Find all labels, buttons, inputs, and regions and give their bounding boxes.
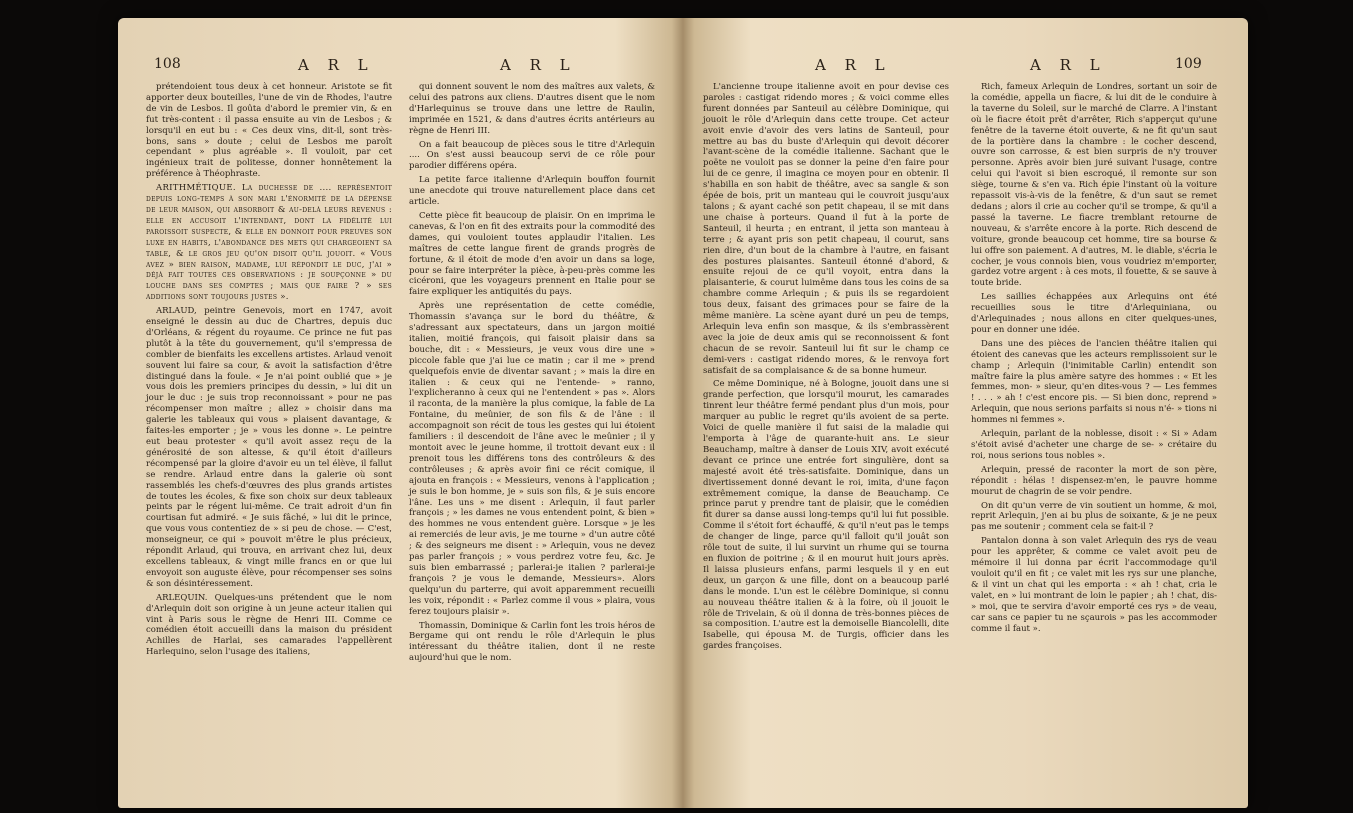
paragraph: Arlequin, pressé de raconter la mort de son père, répondit : hélas ! dispensez-m'en, le pauvre homme mourut de chagrin de se voir pendre. (971, 464, 1217, 497)
paragraph: L'ancienne troupe italienne avoit en pour devise ces paroles : castigat ridendo mores ; & voici comme elles furent données par Santeuil au célèbre Dominique, qui jouoit le rôle d'Arlequin dans cette troupe. Cet acteur avoit envie d'avoir des vers latins de Santeuil, pour mettre au bas du buste d'Arlequin qui devoit décorer l'avant-scène de la comédie italienne. Sachant que le poëte ne vouloit pas se donner la peine d'en faire pour lui de ce genre, il imagina ce moyen pour en obtenir. Il s'habilla en son habit de théâtre, avec sa sangle & son épée de bois, prit un manteau qui le couvroit jusqu'aux talons ; & ayant caché son petit chapeau, il se mit dans une chaise à porteurs. Quand il fut à la porte de Santeuil, il heurta ; en entrant, il jetta son manteau à terre ; & ayant pris son petit chapeau, il courut, sans rien dire, d'un bout de la chambre à l'autre, en faisant des postures plaisantes. Santeuil étonné d'abord, & ensuite rejoui de ce qu'il voyoit, entra dans la plaisanterie, & courut luimême dans tous les coins de sa chambre comme Arlequin ; & puis ils se regardoient tous deux, faisant des grimaces pour se faire de la même manière. La scène ayant duré un peu de temps, Arlequin leva enfin son masque, & ils s'embrassèrent avec la joie de deux amis qui se reconnoissent & font chacun de se revoir. Santeuil lui fit sur le champ ce demi-vers : castigat ridendo mores, & le renvoya fort satisfait de sa complaisance & de sa bonne humeur. (703, 82, 949, 376)
paragraph: Dans une des pièces de l'ancien théâtre italien qui étoient des canevas que les acteurs remplissoient sur le champ ; Arlequin (l'inimitable Carlin) entendit son maître faire la plus amère satyre des hommes : « Et les femmes, mon- » sieur, qu'en dites-vous ? — Les femmes ! . . . » ah ! c'est encore pis. — Si bien donc, reprend » Arlequin, que nous serions parfaits si nous n'é- » tions ni hommes ni femmes ». (971, 338, 1217, 426)
right-page (685, 18, 1248, 808)
paragraph: Arlequin, parlant de la noblesse, disoit : « Si » Adam s'étoit avisé d'acheter une charge de se- » crétaire du roi, nous serions tous nobles ». (971, 429, 1217, 461)
paragraph: La petite farce italienne d'Arlequin bouffon fournit une anecdote qui trouve naturellement place dans cet article. (409, 175, 655, 208)
running-head: A R L (815, 56, 892, 74)
left-page (118, 18, 681, 808)
paragraph: Les saillies échappées aux Arlequins ont été recueillies sous le titre d'Arlequiniana, ou d'Arlequinades ; nous allons en citer quelques-unes, pour en donner une idée. (971, 292, 1217, 335)
paragraph: qui donnent souvent le nom des maîtres aux valets, & celui des patrons aux cliens. D'autres disent que le nom d'Harlequinus se trouve dans une lettre de Raulin, imprimée en 1521, & dans d'autres écrits antérieurs au règne de Henri III. (409, 82, 655, 136)
paragraph: Ce même Dominique, né à Bologne, jouoit dans une si grande perfection, que lorsqu'il mourut, les camarades tinrent leur théâtre fermé pendant plus d'un mois, pour marquer au public le regret qu'ils avoient de sa perte. Voici de quelle manière il fut saisi de la maladie qui l'emporta à l'âge de quarante-huit ans. Le sieur Beauchamp, maître à danser de Louis XIV, avoit exécuté devant ce prince une entrée fort singulière, dont sa majesté avoit été très-satisfaite. Dominique, dans un divertissement donné devant le roi, imita, d'une façon extrêmement comique, la danse de Beauchamp. Ce prince parut y prendre tant de plaisir, que le comédien fit durer sa danse aussi long-temps qu'il lui fut possible. Comme il s'étoit fort échauffé, & qu'il n'eut pas le temps de changer de linge, parce qu'il falloit qu'il jouât son rôle tout de suite, il lui survint un rhume qui se tourna en fluxion de poitrine ; & il en mourut huit jours après. Il laissa plusieurs enfans, parmi lesquels il y en eut deux, un garçon & une fille, dont on a beaucoup parlé dans le monde. L'un est le célèbre Dominique, si connu au nouveau théâtre italien & à la foire, où il jouoit le rôle de Trivelain, & où il donna de très-bonnes pièces de sa composition. L'autre est la demoiselle Biancolelli, dite Isabelle, qui épousa M. de Turgis, officier dans les gardes françoises. (703, 379, 949, 652)
running-head: A R L (1030, 56, 1107, 74)
paragraph: ARLEQUIN. Quelques-uns prétendent que le nom d'Arlequin doit son origine à un jeune acteur italien qui vint à Paris sous le règne de Henri III. Comme ce comédien étoit accueilli dans la maison du président Achilles de Harlai, ses camarades l'appellèrent Harlequino, selon l'usage des italiens, (146, 592, 392, 658)
running-head: A R L (298, 56, 375, 74)
text-column (703, 82, 949, 655)
text-column (409, 82, 655, 667)
text-column (971, 82, 1217, 637)
paragraph: Rich, fameux Arlequin de Londres, sortant un soir de la comédie, appella un fiacre, & lui dit de le conduire à la taverne du Soleil, sur le marché de Clarre. A l'instant où le fiacre étoit prêt d'arrêter, Rich s'apperçut qu'une fenêtre de la taverne étoit ouverte, & ne fit qu'un saut de la portière dans la chambre : le cocher descend, ouvre son carrosse, & est bien surpris de n'y trouver personne. Après avoir bien juré suivant l'usage, contre celui qui l'avoit si bien escroqué, il remonte sur son siège, tourne & s'en va. Rich épie l'instant où la voiture repassoit vis-à-vis de la fenêtre, & d'un saut se remet dedans ; alors il crie au cocher qu'il se trompe, & qu'il a passé la taverne. Le fiacre tremblant retourne de nouveau, & s'arrête encore à la porte. Rich descend de voiture, gronde beaucoup cet homme, tire sa bourse & lui offre son paiement. A d'autres, M. le diable, s'écria le cocher, je vous connois bien, vous voudriez m'emporter, gardez votre argent : à ces mots, il fouette, & se sauve à toute bride. (971, 82, 1217, 289)
text-column (146, 82, 392, 661)
paragraph: Pantalon donna à son valet Arlequin des rys de veau pour les apprêter, & comme ce valet avoit peu de mémoire il lui donna par écrit l'accommodage qu'il vouloit qu'il en fit ; ce valet mit les rys sur une planche, & il vint un chat qui les emporta : « ah ! chat, cria le valet, en » lui montrant de loin le papier ; ah ! chat, dis- » moi, que te servira d'avoir emporté ces rys » de veau, car sans ce papier tu ne sçaurois » pas les accommoder comme il faut ». (971, 536, 1217, 634)
page-number: 109 (1175, 56, 1202, 72)
book-spread (118, 18, 1248, 808)
paragraph: ARLAUD, peintre Genevois, mort en 1747, avoit enseigné le dessin au duc de Chartres, depuis duc d'Orléans, & régent du royaume. Ce prince ne fut pas plutôt à la tête du gouvernement, qu'il s'empressa de combler de bienfaits les excellens artistes. Arlaud venoit souvent lui faire sa cour, & avoit la satisfaction d'être distingué dans la foule. « Je n'ai point oublié que » je vous dois les premiers principes du dessin, » lui dit un jour le duc : je suis trop reconnoissant » pour ne pas récompenser mon maître ; allez » choisir dans ma galerie les tableaux qui vous » plaisent davantage, & faites-les emporter ; je » vous les donne ». Le peintre eut beau protester « qu'il avoit assez reçu de la générosité de son altesse, & qu'il étoit d'ailleurs récompensé par la gloire d'avoir eu un tel élève, il fallut se rendre. Arlaud entre dans la galerie où sont rassemblés les chefs-d'œuvres des plus grands artistes de toutes les écoles, & fixe son choix sur deux tableaux peints par le régent lui-même. Ce trait adroit d'un fin courtisan fut admiré. « Je suis fâché, » lui dit le prince, que vous vous contentiez de » si peu de chose. — C'est, monseigneur, ce qui » pouvoit m'être le plus précieux, répondit Arlaud, qui trouva, en arrivant chez lui, deux excellens tableaux, & vingt mille francs en or que lui envoyoit son auguste élève, pour récompenser ses soins & son désintéressement. (146, 306, 392, 589)
page-number: 108 (154, 56, 181, 72)
paragraph: On dit qu'un verre de vin soutient un homme, & moi, reprit Arlequin, j'en ai bu plus de soixante, & je ne peux pas me soutenir ; comment cela se fait-il ? (971, 500, 1217, 533)
running-head: A R L (500, 56, 577, 74)
paragraph: On a fait beaucoup de pièces sous le titre d'Arlequin .... On s'est aussi beaucoup servi de ce rôle pour parodier différens opéra. (409, 139, 655, 172)
paragraph: Thomassin, Dominique & Carlin font les trois héros de Bergame qui ont rendu le rôle d'Arlequin le plus intéressant du théâtre italien, dont il ne reste aujourd'hui que le nom. (409, 620, 655, 664)
paragraph: ARITHMÉTIQUE. La duchesse de .... représentoit depuis long-temps à son mari l'énormité de la dépense de leur maison, qui absorboit & au-delà leurs revenus : elle en accusoit l'intendant, dont la fidélité lui paroissoit suspecte, & elle en donnoit pour preuves son luxe en habits, l'abondance des mets qui chargeoient sa table, & le gros jeu qu'on disoit qu'il jouoit. « Vous avez » bien raison, madame, lui répondit le duc, j'ai » déjà fait toutes ces observations : je soupçonne » du louche dans ses comptes ; mais que faire ? » ses additions sont toujours justes ». (146, 183, 392, 303)
paragraph: Cette pièce fit beaucoup de plaisir. On en imprima le canevas, & l'on en fit des extraits pour la commodité des dames, qui vouloient toutes applaudir l'italien. Les maîtres de cette langue firent de grands progrès de fortune, & il étoit de mode d'en avoir un dans sa loge, pour se faire interpréter la pièce, à-peu-près comme les cicéroni, que les voyageurs prennent en Italie pour se faire expliquer les antiquités du pays. (409, 210, 655, 298)
paragraph: prétendoient tous deux à cet honneur. Aristote se fit apporter deux bouteilles, l'une de vin de Rhodes, l'autre de vin de Lesbos. Il goûta d'abord le premier vin, & en fut très-content : il passa ensuite au vin de Lesbos ; & lorsqu'il en eut bu : « Ces deux vins, dit-il, sont très-bons, sans » doute ; celui de Lesbos me paroît cependant » plus agréable ». Il vouloit, par cet ingénieux trait de politesse, donner honnêtement la préférence à Théophraste. (146, 82, 392, 180)
paragraph: Après une représentation de cette comédie, Thomassin s'avança sur le bord du théâtre, & s'adressant aux spectateurs, dans un jargon moitié italien, moitié françois, qui faisoit plaisir dans sa bouche, dit : « Messieurs, je veux vous dire une » piccole fable que j'ai lue ce matin ; car il me » prend quelquefois envie de diventar savant ; » mais la dire en italien : & ceux qui ne l'entende- » ranno, l'explicheranno à ceux qui ne l'entendent » pas ». Alors il raconta, de la manière la plus comique, la fable de La Fontaine, du meûnier, de son fils & de l'âne : il accompagnoit son récit de tous les gestes qui lui étoient familiers : il descendoit de l'âne avec le meûnier ; il y montoit avec le jeune homme, il trottoit devant eux : il prenoit tous les différens tons des contrôleurs & des contrôleuses ; & après avoir fini ce récit comique, il ajouta en françois : « Messieurs, venons à l'application ; je suis le bon homme, je » suis son fils, & je suis encore l'âne. Les uns » me disent : Arlequin, il faut parler françois ; » les dames ne vous entendent point, & bien » des hommes ne vous entendent guère. Lorsque » je les ai remerciés de leur avis, je me tourne » d'un autre côté ; & des seigneurs me disent : » Arlequin, vous ne devez pas parler françois ; » vous perdrez votre feu, &c. Je suis bien embarrassé ; parlerai-je italien ? parlerai-je françois ? je vous le demande, Messieurs». Alors quelqu'un du parterre, qui avoit apparemment recueilli les voix, répondit : « Parlez comme il vous » plaira, vous ferez toujours plaisir ». (409, 301, 655, 617)
